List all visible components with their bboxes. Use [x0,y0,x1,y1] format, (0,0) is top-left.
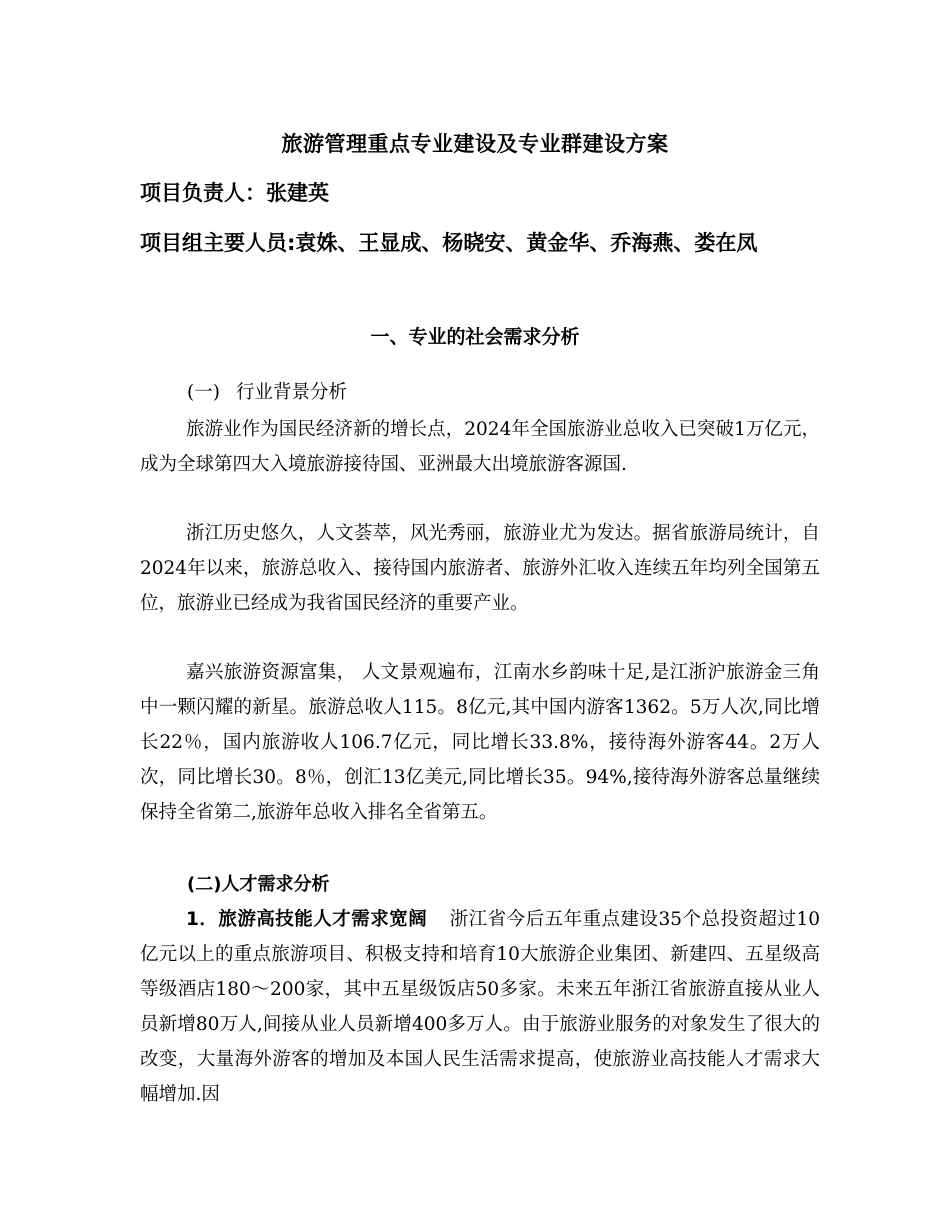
point-text: 浙江省今后五年重点建设35个总投资超过10亿元以上的重点旅游项目、积极支持和培育10大旅游企业集团、新建四、五星级高等级酒店180～200家，其中五星级饭店50多家。未来五年浙江省旅游直接从业人员新增80万人,间接从业人员新增400多万人。由于旅游业服务的对象发生了很大的改变，大量海外游客的增加及本国人民生活需求提高，使旅游业高技能人才需求大幅增加.因 [140,909,820,1105]
subsection-heading-talent-demand: (二)人才需求分析 [187,874,330,895]
project-leader: 项目负责人：张建英 [140,181,329,205]
paragraph-talent-demand [140,902,820,1112]
section-heading-social-demand: 一、专业的社会需求分析 [370,326,580,348]
subsection-title: 行业背景分析 [235,382,347,403]
project-members: 项目组主要人员:袁姝、王显成、杨晓安、黄金华、乔海燕、娄在凤 [140,231,758,255]
document-title: 旅游管理重点专业建设及专业群建设方案 [281,132,669,156]
subsection-heading-industry-background [187,377,347,409]
paragraph-zhejiang-tourism: 浙江历史悠久，人文荟萃，风光秀丽，旅游业尤为发达。据省旅游局统计，自2024年以来，旅游总收入、接待国内旅游者、旅游外汇收入连续五年均列全国第五位，旅游业已经成为我省国民经济的重要产业。 [140,523,820,614]
paragraph-jiaxing-tourism: 嘉兴旅游资源富集， 人文景观遍布，江南水乡韵味十足,是江浙沪旅游金三角中一颗闪耀的新星。旅游总收人115。8亿元,其中国内游客1362。5万人次,同比增长22％，国内旅游收人106.7亿元，同比增长33.8%，接待海外游客44。2万人次，同比增长30。8％，创汇13亿美元,同比增长35。94%,接待海外游客总量继续保持全省第二,旅游年总收入排名全省第五。 [140,662,820,823]
point-lead: 1．旅游高技能人才需求宽阔 [186,909,428,930]
subsection-number: (一) [187,382,220,403]
paragraph-industry-overview: 旅游业作为国民经济新的增长点，2024年全国旅游业总收入已突破1万亿元，成为全球第四大入境旅游接待国、亚洲最大出境旅游客源国. [140,419,820,475]
